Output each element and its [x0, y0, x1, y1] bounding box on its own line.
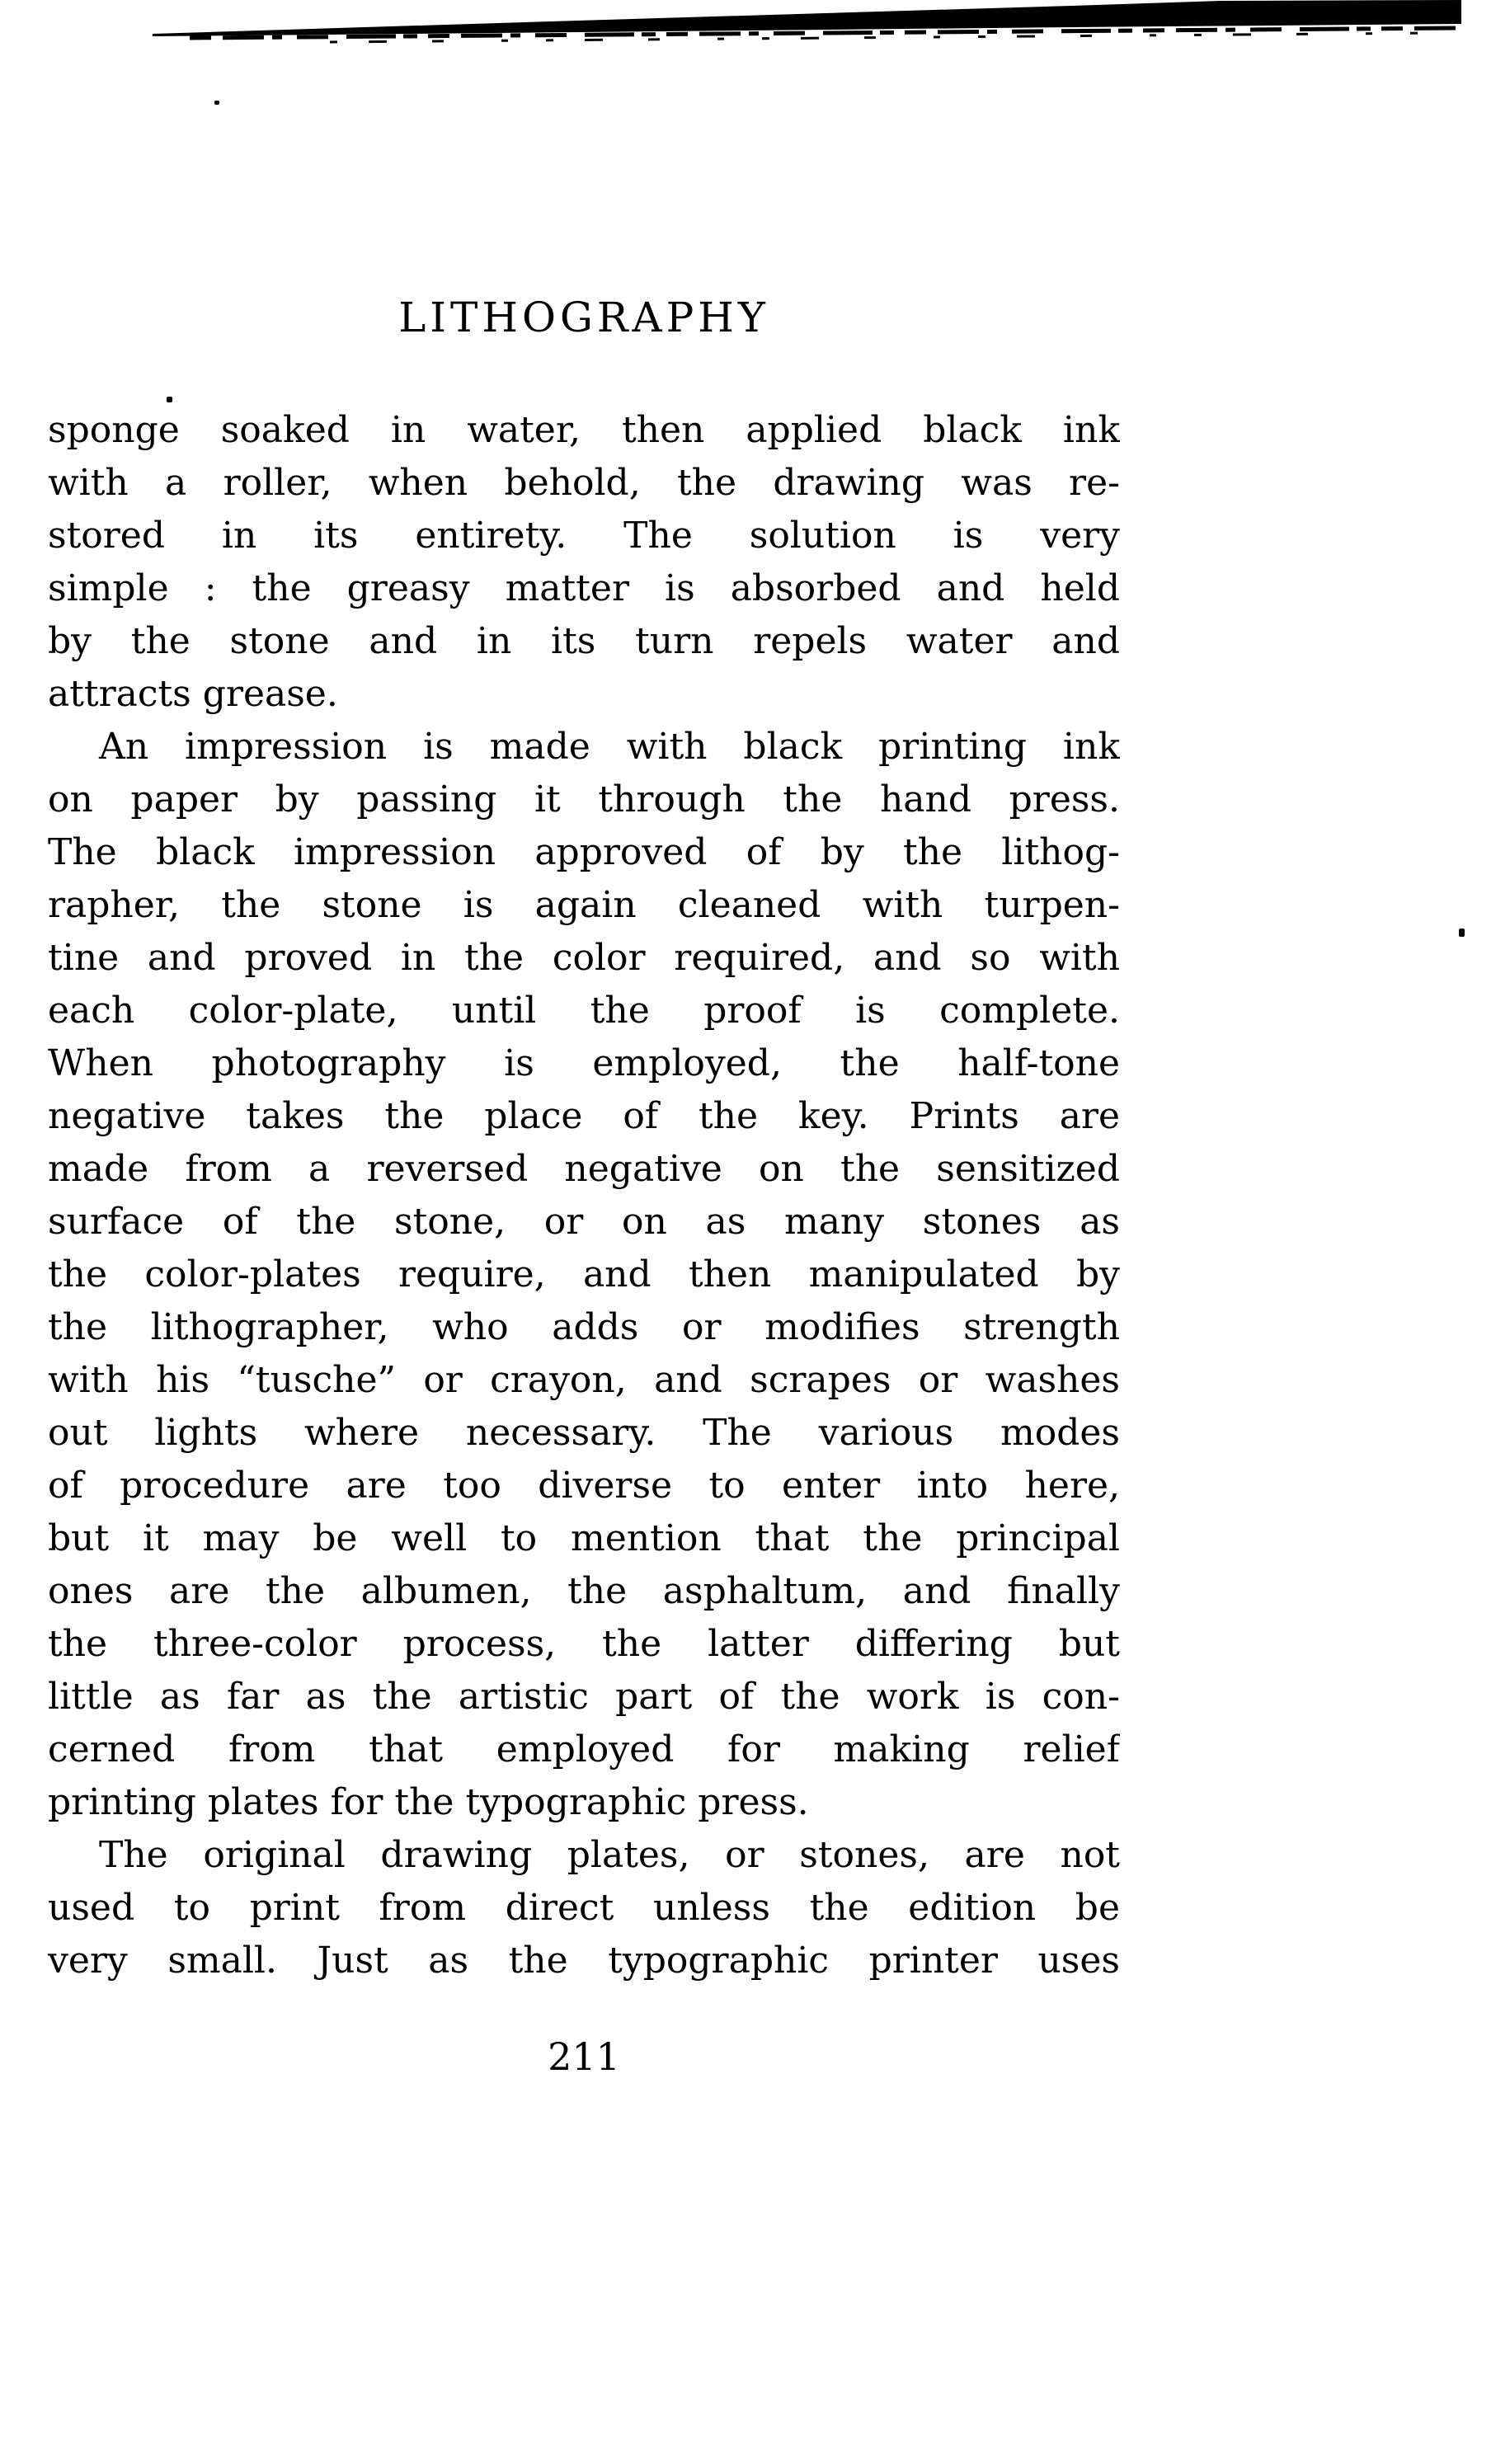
text-line: negative takes the place of the key. Prints are [48, 1095, 1120, 1137]
ink-speck [167, 397, 172, 402]
paragraph [48, 721, 1120, 1829]
paragraph [48, 1829, 1120, 1987]
text-line: tine and proved in the color required, and so with [48, 937, 1120, 979]
text-line: by the stone and in its turn repels water and [48, 620, 1120, 662]
text-line: the color-plates require, and then manipulated by [48, 1253, 1120, 1295]
page-title: LITHOGRAPHY [398, 294, 769, 341]
text-line: An impression is made with black printing ink [99, 726, 1120, 768]
text-line: sponge soaked in water, then applied black ink [48, 409, 1120, 451]
text-line: used to print from direct unless the edition be [48, 1887, 1120, 1929]
text-line: but it may be well to mention that the principal [48, 1517, 1120, 1559]
text-line: When photography is employed, the half-tone [48, 1042, 1120, 1084]
text-line: ones are the albumen, the asphaltum, and finally [48, 1570, 1120, 1612]
text-line: the lithographer, who adds or modifies strength [48, 1306, 1120, 1348]
text-line: of procedure are too diverse to enter into here, [48, 1465, 1120, 1507]
ink-speck [1459, 929, 1465, 937]
text-line: The original drawing plates, or stones, are not [99, 1834, 1120, 1876]
text-line: attracts grease. [48, 673, 338, 715]
text-line: each color-plate, until the proof is complete. [48, 990, 1120, 1032]
text-line: The black impression approved of by the lithog- [48, 831, 1120, 873]
text-line: simple : the greasy matter is absorbed and held [48, 567, 1120, 609]
text-line: the three-color process, the latter differing but [48, 1623, 1120, 1665]
text-line: surface of the stone, or on as many stones as [48, 1201, 1120, 1243]
page-number: 211 [548, 2034, 620, 2079]
text-line: on paper by passing it through the hand press. [48, 778, 1120, 821]
text-line: out lights where necessary. The various modes [48, 1412, 1120, 1454]
text-line: made from a reversed negative on the sensitized [48, 1148, 1120, 1190]
scan-edge-artifact [0, 0, 1510, 58]
body-text [48, 404, 1120, 1987]
text-line: printing plates for the typographic press. [48, 1781, 809, 1823]
text-line: cerned from that employed for making relief [48, 1728, 1120, 1770]
ink-speck [214, 101, 219, 105]
text-line: stored in its entirety. The solution is very [48, 515, 1120, 557]
paragraph [48, 404, 1120, 721]
text-line: with his “tusche” or crayon, and scrapes or washes [48, 1359, 1120, 1401]
text-line: very small. Just as the typographic printer uses [48, 1940, 1120, 1982]
text-line: rapher, the stone is again cleaned with turpen- [48, 884, 1120, 926]
text-line: with a roller, when behold, the drawing was re- [48, 462, 1120, 504]
text-line: little as far as the artistic part of the work is con- [48, 1676, 1120, 1718]
